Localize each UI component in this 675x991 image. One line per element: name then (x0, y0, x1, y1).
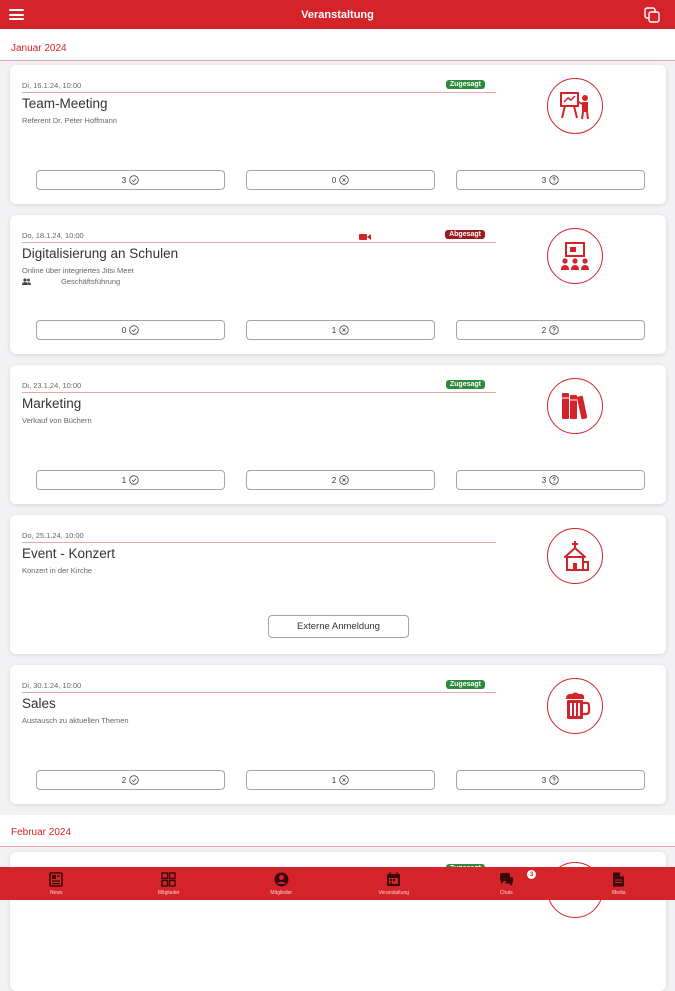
declined-count: 2 (332, 476, 336, 485)
presentation-icon (547, 78, 603, 134)
divider (22, 542, 496, 543)
question-circle-icon (549, 775, 559, 785)
tab-label: Chats (500, 890, 513, 896)
maybe-count-button[interactable] (456, 170, 645, 190)
divider (22, 692, 496, 693)
maybe-count-button[interactable] (456, 320, 645, 340)
event-date: Di, 23.1.24, 10:00 (22, 381, 81, 390)
event-title: Team-Meeting (22, 96, 108, 111)
hamburger-menu-icon[interactable] (9, 9, 24, 20)
group-label: Geschäftsführung (61, 277, 120, 286)
divider (22, 392, 496, 393)
tab-veranstaltung[interactable] (338, 867, 451, 900)
question-circle-icon (549, 475, 559, 485)
tab-label: Mitglieder (158, 890, 180, 896)
classroom-icon (547, 228, 603, 284)
declined-count: 1 (332, 326, 336, 335)
church-icon (547, 528, 603, 584)
maybe-count-button[interactable] (456, 470, 645, 490)
event-date: Do, 25.1.24, 10:00 (22, 531, 84, 540)
tab-mitglieder-profile[interactable] (225, 867, 338, 900)
month-header-january (0, 29, 675, 61)
event-date: Di, 16.1.24, 10:00 (22, 81, 81, 90)
question-circle-icon (549, 175, 559, 185)
accepted-count: 2 (122, 776, 126, 785)
video-camera-icon (359, 233, 371, 241)
event-list[interactable] (0, 29, 675, 867)
event-subtitle: Online über integriertes Jitsi Meet (22, 266, 134, 275)
event-title: Sales (22, 696, 56, 711)
check-circle-icon (129, 775, 139, 785)
accepted-count: 0 (122, 326, 126, 335)
event-card-sales[interactable] (10, 665, 666, 804)
status-badge: Zugesagt (446, 380, 485, 389)
tab-label: Veranstaltung (378, 890, 409, 896)
page-title: Veranstaltung (301, 9, 374, 21)
event-subtitle: Konzert in der Kirche (22, 566, 92, 575)
maybe-count: 3 (542, 476, 546, 485)
tab-news[interactable] (0, 867, 113, 900)
divider (0, 60, 675, 61)
question-circle-icon (549, 325, 559, 335)
profile-icon (273, 871, 290, 888)
group-icon (22, 278, 31, 285)
event-date: Di, 30.1.24, 10:00 (22, 681, 81, 690)
divider (22, 92, 496, 93)
status-badge: Zugesagt (446, 80, 485, 89)
divider (22, 242, 496, 243)
event-card-digitalisierung[interactable] (10, 215, 666, 354)
calendar-icon (385, 871, 402, 888)
tab-label: News (50, 890, 63, 896)
top-app-bar (0, 0, 675, 29)
x-circle-icon (339, 775, 349, 785)
event-subtitle: Verkauf von Büchern (22, 416, 92, 425)
x-circle-icon (339, 475, 349, 485)
declined-count: 1 (332, 776, 336, 785)
chat-icon (498, 871, 515, 888)
grid-icon (160, 871, 177, 888)
maybe-count: 3 (542, 776, 546, 785)
event-card-konzert[interactable] (10, 515, 666, 654)
x-circle-icon (339, 175, 349, 185)
books-icon (547, 378, 603, 434)
event-card-team-meeting[interactable] (10, 65, 666, 204)
tab-mitglieder-grid[interactable] (113, 867, 226, 900)
event-card-marketing[interactable] (10, 365, 666, 504)
declined-count: 0 (332, 176, 336, 185)
accepted-count: 3 (122, 176, 126, 185)
tab-media[interactable] (563, 867, 675, 900)
status-badge: Abgesagt (445, 230, 485, 239)
status-badge: Zugesagt (446, 680, 485, 689)
accepted-count-button[interactable] (36, 770, 225, 790)
event-subtitle: Austausch zu aktuellen Themen (22, 716, 129, 725)
maybe-count: 3 (542, 176, 546, 185)
tab-label: Media (612, 890, 626, 896)
document-icon (610, 871, 627, 888)
divider (0, 846, 675, 847)
bottom-navigation (0, 867, 675, 900)
event-title: Marketing (22, 396, 81, 411)
accepted-count: 1 (122, 476, 126, 485)
tab-label: Mitglieder (270, 890, 292, 896)
event-group (22, 277, 120, 286)
declined-count-button[interactable] (246, 170, 435, 190)
x-circle-icon (339, 325, 349, 335)
month-label: Februar 2024 (11, 827, 71, 838)
news-icon (48, 871, 65, 888)
declined-count-button[interactable] (246, 320, 435, 340)
accepted-count-button[interactable] (36, 320, 225, 340)
event-date: Do, 18.1.24, 10:00 (22, 231, 84, 240)
accepted-count-button[interactable] (36, 470, 225, 490)
accepted-count-button[interactable] (36, 170, 225, 190)
beer-icon (547, 678, 603, 734)
external-registration-button[interactable]: Externe Anmeldung (268, 615, 409, 638)
event-title: Event - Konzert (22, 546, 115, 561)
declined-count-button[interactable] (246, 770, 435, 790)
maybe-count: 2 (542, 326, 546, 335)
month-label: Januar 2024 (11, 43, 67, 54)
event-subtitle: Referent Dr. Peter Hoffmann (22, 116, 117, 125)
maybe-count-button[interactable] (456, 770, 645, 790)
unread-badge: 3 (527, 870, 536, 879)
event-title: Digitalisierung an Schulen (22, 246, 178, 261)
declined-count-button[interactable] (246, 470, 435, 490)
check-circle-icon (129, 175, 139, 185)
copy-icon[interactable] (644, 7, 660, 23)
check-circle-icon (129, 325, 139, 335)
tab-chats[interactable] (450, 867, 563, 900)
month-header-february (0, 815, 675, 847)
check-circle-icon (129, 475, 139, 485)
